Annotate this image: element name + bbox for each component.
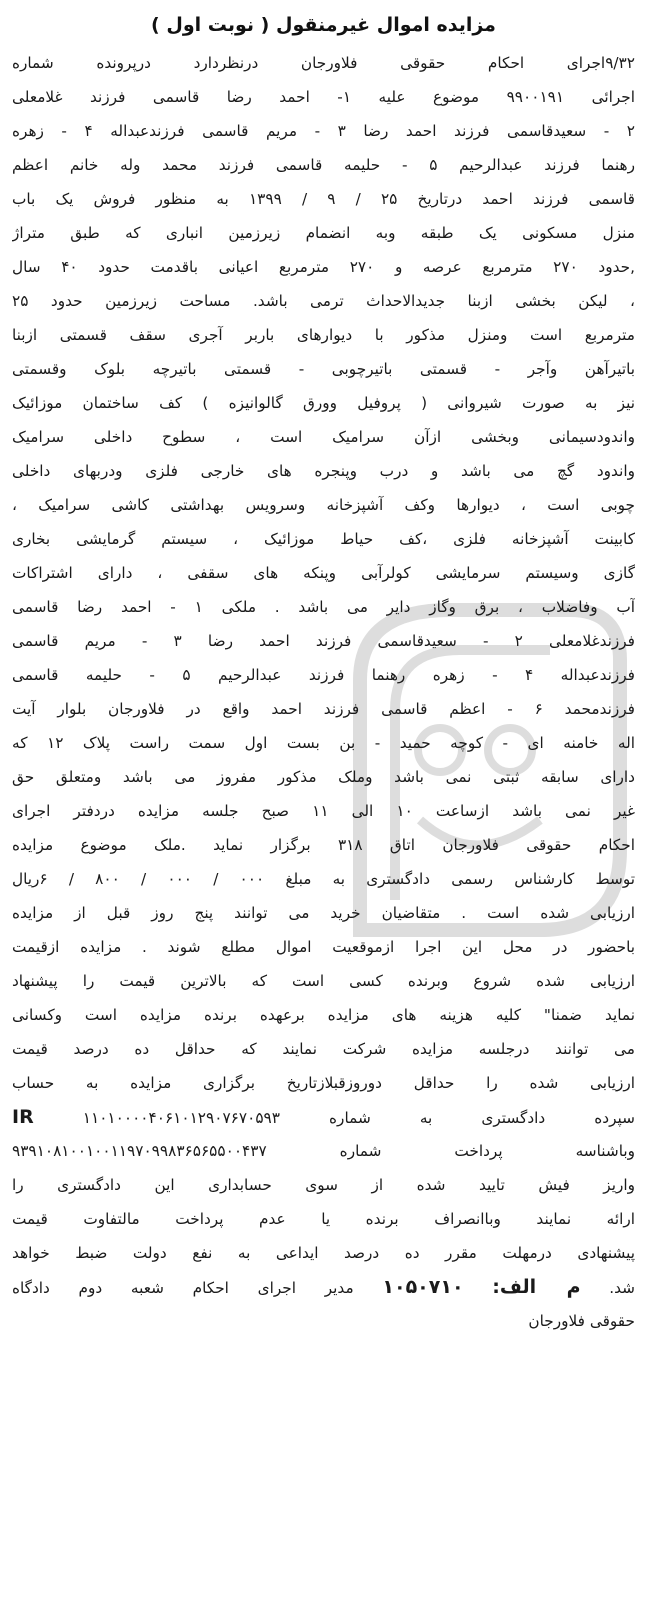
notice-line: مترمربع است ومنزل مذکور با دیوارهای باربر آجری سقف قسمتی ازبنا bbox=[12, 326, 635, 344]
notice-line: واندودسیمانی وبخشی ازآن سرامیک است ، سطوح داخلی سرامیک bbox=[12, 428, 635, 446]
closing-prefix: شد. bbox=[609, 1279, 635, 1297]
notice-line: قاسمی فرزند احمد درتاریخ ۲۵ / ۹ / ۱۳۹۹ به منظور فروش یک باب bbox=[12, 190, 635, 208]
notice-line: ,حدود ۲۷۰ مترمربع عرصه و ۲۷۰ مترمربع اعیانی باقدمت حدود ۴۰ سال bbox=[12, 258, 635, 276]
notice-line: باتیرآهن وآجر - قسمتی باتیرچوبی - قسمتی باتیرچه بلوک وقسمتی bbox=[12, 360, 635, 378]
notice-line: ۹/۳۲اجرای احکام حقوقی فلاورجان درنظردارد درپرونده شماره bbox=[12, 54, 635, 72]
code-number: ۱۰۵۰۷۱۰ bbox=[382, 1276, 464, 1298]
notice-line: رهنما فرزند عبدالرحیم ۵ - حلیمه قاسمی فرزند محمد وله خانم اعظم bbox=[12, 156, 635, 174]
notice-line: ۲ - سعیدقاسمی فرزند احمد رضا ۳ - مریم قاسمی فرزندعبداله ۴ - زهره bbox=[12, 122, 635, 140]
code-label: م الف: bbox=[492, 1276, 581, 1298]
notice-line: دارای سابقه ثبتی نمی باشد وملک مذکور مفروز می باشد ومتعلق حق bbox=[12, 768, 635, 786]
notice-line: اله خامنه ای - کوچه حمید - بن بست اول سمت راست پلاک ۱۲ که bbox=[12, 734, 635, 752]
notice-line: فرزندغلامعلی ۲ - سعیدقاسمی فرزند احمد رضا ۳ - مریم قاسمی bbox=[12, 632, 635, 650]
notice-title: مزایده اموال غیرمنقول ( نوبت اول ) bbox=[151, 14, 496, 36]
notice-line: ارزیابی شده را حداقل دوروزقبلازتاریخ برگزاری مزایده به حساب bbox=[12, 1074, 635, 1092]
account-prefix: سپرده دادگستری به شماره bbox=[329, 1109, 635, 1127]
notice-line: غیر نمی باشد ازساعت ۱۰ الی ۱۱ صبح جلسه مزایده دردفتر اجرای bbox=[12, 802, 635, 820]
notice-line: نیز به صورت شیروانی ( پروفیل وورق گالوانیزه ) کف ساختمان موزائیک bbox=[12, 394, 635, 412]
notice-line: کابینت آشپزخانه فلزی ،کف حیاط موزائیک ، سیستم گرمایشی بخاری bbox=[12, 530, 635, 548]
notice-line: توسط کارشناس رسمی دادگستری به مبلغ ۰۰۰ / ۰۰۰ / ۸۰۰ / ۶ریال bbox=[12, 870, 635, 888]
notice-line: احکام حقوقی فلاورجان اتاق ۳۱۸ برگزار نماید .ملک موضوع مزایده bbox=[12, 836, 635, 854]
notice-line: منزل مسکونی یک طبقه وبه انضمام زیرزمین انباری که طبق متراژ bbox=[12, 224, 635, 242]
notice-line: اجرائی ۹۹۰۰۱۹۱ موضوع علیه ۱- احمد رضا قاسمی فرزند غلامعلی bbox=[12, 88, 635, 106]
notice-line: می توانند درجلسه مزایده شرکت نمایند که حداقل ده درصد قیمت bbox=[12, 1040, 635, 1058]
notice-line: واندود گچ می باشد و درب وپنجره های خارجی فلزی ودربهای داخلی bbox=[12, 462, 635, 480]
notice-line: گازی وسیستم سرمایشی کولرآبی وپنکه های سقفی ، دارای اشتراکات bbox=[12, 564, 635, 582]
notice-line: ارائه نمایند وباانصراف برنده یا عدم پرداخت مالتفاوت قیمت bbox=[12, 1210, 635, 1228]
notice-line: ارزیابی شده شروع وبرنده کسی است که بالاترین قیمت را پیشنهاد bbox=[12, 972, 635, 990]
account-line bbox=[12, 1100, 635, 1134]
notice-line: چوبی است ، دیوارها وکف آشپزخانه وسرویس بهداشتی کاشی سرامیک ، bbox=[12, 496, 635, 514]
payment-id-line: وباشناسه پرداخت شماره ۹۳۹۱۰۸۱۰۰۱۰۰۱۱۹۷۰۹۹۸۳۶۵۶۵۵۰۰۴۳۷ bbox=[12, 1142, 635, 1160]
notice-line: ، لیکن بخشی ازبنا جدیدالاحداث ترمی باشد. مساحت زیرزمین حدود ۲۵ bbox=[12, 292, 635, 310]
closing-suffix: مدیر اجرای احکام شعبه دوم دادگاه bbox=[12, 1279, 354, 1297]
notice-line: ارزیابی شده است . متقاضیان خرید می توانند پنج روز قبل از مزایده bbox=[12, 904, 635, 922]
notice-line: نماید ضمنا" کلیه هزینه های مزایده برعهده برنده مزایده است وکسانی bbox=[12, 1006, 635, 1024]
notice-line: فرزندعبداله ۴ - زهره رهنما فرزند عبدالرحیم ۵ - حلیمه قاسمی bbox=[12, 666, 635, 684]
notice-body bbox=[12, 46, 635, 1338]
notice-line: آب وفاضلاب ، برق وگاز دایر می باشد . ملکی ۱ - احمد رضا قاسمی bbox=[12, 598, 635, 616]
account-number: ۱۱۰۱۰۰۰۰۴۰۶۱۰۱۲۹۰۷۶۷۰۵۹۳ bbox=[82, 1109, 280, 1127]
notice-line: فرزندمحمد ۶ - اعظم قاسمی فرزند احمد واقع در فلاورجان بلوار آیت bbox=[12, 700, 635, 718]
notice-line: پیشنهادی درمهلت مقرر ده درصد ایداعی به نفع دولت ضبط خواهد bbox=[12, 1244, 635, 1262]
notice-line: واریز فیش تایید شده از سوی حسابداری این دادگستری را bbox=[12, 1176, 635, 1194]
iban-code: IR bbox=[12, 1106, 34, 1128]
notice-line: باحضور در محل این اجرا ازموقعیت اموال مطلع شوند . مزایده ازقیمت bbox=[12, 938, 635, 956]
closing-line bbox=[12, 1270, 635, 1304]
final-line: حقوقی فلاورجان bbox=[528, 1312, 635, 1330]
